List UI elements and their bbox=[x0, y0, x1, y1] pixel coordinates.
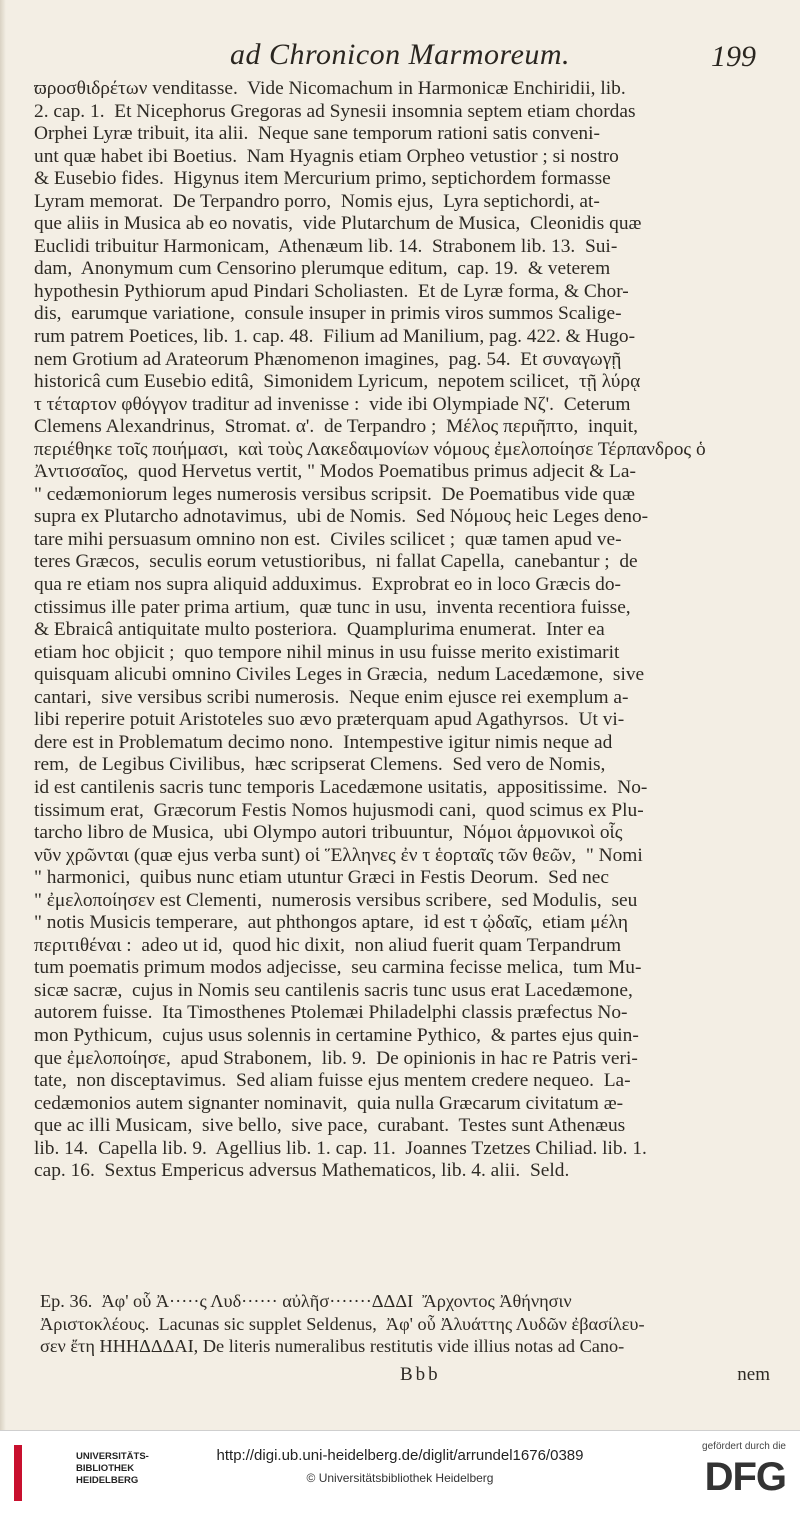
text-line: lib. 14. Capella lib. 9. Agellius lib. 1. cap. 11. Joannes Tzetzes Chiliad. lib. 1. bbox=[34, 1137, 647, 1159]
page-gutter-shadow bbox=[0, 0, 6, 1430]
copyright-notice: © Universitätsbibliothek Heidelberg bbox=[306, 1471, 494, 1485]
text-line: rum patrem Poetices, lib. 1. cap. 48. Filium ad Manilium, pag. 422. & Hugo- bbox=[34, 326, 636, 348]
library-name bbox=[76, 1451, 149, 1487]
footnote-block bbox=[40, 1290, 776, 1358]
text-line: & Ebraicâ antiquitate multo posteriora. Quamplurima enumerat. Inter ea bbox=[34, 619, 605, 641]
text-line: cantari, sive versibus scribi numerosis. Neque enim ejusce rei exemplum a- bbox=[34, 686, 629, 708]
text-line: περιτιθέναι : adeo ut id, quod hic dixit, non aliud fuerit quam Terpandrum bbox=[34, 934, 622, 956]
text-line: dere est in Problematum decimo nono. Intempestive igitur nimis neque ad bbox=[34, 731, 613, 753]
text-line: & Eusebio fides. Higynus item Mercurium primo, septichordem formasse bbox=[34, 168, 611, 190]
text-line: ϖροσθιδρέτων venditasse. Vide Nicomachum in Harmonicæ Enchiridii, lib. bbox=[34, 78, 626, 99]
text-line: supra ex Plutarcho adnotavimus, ubi de Nomis. Sed Νόμους heic Leges deno- bbox=[34, 506, 649, 528]
digitization-footer bbox=[0, 1430, 800, 1518]
text-line: περιέθηκε τοῖς ποιήμασι, καὶ τοὺς Λακεδαιμονίων νόμους ἐμελοποίησε Τέρπανδρος ὁ bbox=[34, 438, 706, 460]
text-line: tare mihi persuasum omnino non est. Civiles scilicet ; quæ tamen apud ve- bbox=[34, 528, 622, 550]
catchword: nem bbox=[737, 1364, 770, 1385]
text-line: dis, earumque variatione, consule insuper in primis viros summos Scalige- bbox=[34, 303, 622, 325]
page-url-link[interactable]: http://digi.ub.uni-heidelberg.de/diglit/arrundel1676/0389 bbox=[216, 1447, 584, 1464]
text-line: historicâ cum Eusebio editâ, Simonidem Lyricum, nepotem scilicet, τῇ λύρᾳ bbox=[34, 371, 641, 393]
text-line: cedæmonios autem signanter nominavit, quia nulla Græcarum civitatum æ- bbox=[34, 1092, 624, 1114]
footnote-line: σεν ἔτη ΗΗΗΔΔΔΑΙ, De literis numeralibus restitutis vide illius notas ad Cano- bbox=[40, 1336, 625, 1356]
library-name-line-1: UNIVERSITÄTS- bbox=[76, 1451, 149, 1462]
text-line: Clemens Alexandrinus, Stromat. α'. de Terpandro ; Μέλος περιῆπτο, inquit, bbox=[34, 416, 638, 438]
text-line: " notis Musicis temperare, aut phthongos aptare, id est τ ᾠδαῖς, etiam μέλη bbox=[34, 912, 628, 934]
text-line: Ἀντισσαῖος, quod Hervetus vertit, " Modos Poematibus primus adjecit & La- bbox=[34, 461, 636, 483]
text-line: cap. 16. Sextus Empericus adversus Mathematicos, lib. 4. alii. Seld. bbox=[34, 1160, 570, 1182]
text-line: unt quæ habet ibi Boetius. Nam Hyagnis etiam Orpheo vetustior ; si nostro bbox=[34, 145, 619, 167]
text-line: " ἐμελοποίησεν est Clementi, numerosis versibus scribere, sed Modulis, seu bbox=[34, 889, 638, 911]
text-line: mon Pythicum, cujus usus solennis in certamine Pythico, & partes ejus quin- bbox=[34, 1024, 639, 1046]
footnote-line: Ep. 36. Ἀφ' οὗ Ἀ·····ς Λυδ······ αὐλῆσ·······ΔΔΔΙ Ἄρχοντος Ἀθήνησιν bbox=[40, 1291, 572, 1311]
text-line: nem Grotium ad Arateorum Phænomenon imagines, pag. 54. Et συναγωγῇ bbox=[34, 348, 622, 370]
running-title: ad Chronicon Marmoreum. bbox=[229, 38, 571, 71]
text-line: " cedæmoniorum leges numerosis versibus scripsit. De Poematibus vide quæ bbox=[34, 483, 635, 505]
text-line: Lyram memorat. De Terpandro porro, Nomis ejus, Lyra septichordi, at- bbox=[34, 190, 600, 212]
library-name-line-3: HEIDELBERG bbox=[76, 1475, 139, 1486]
page-number: 199 bbox=[711, 40, 756, 73]
library-name-line-2: BIBLIOTHEK bbox=[76, 1463, 135, 1474]
signature-mark: Bbb bbox=[400, 1364, 441, 1385]
text-line: que aliis in Musica ab eo novatis, vide Plutarchum de Musica, Cleonidis quæ bbox=[34, 213, 642, 235]
text-line: etiam hoc objicit ; quo tempore nihil minus in usu fuisse merito existimarit bbox=[34, 641, 620, 663]
funded-by-label: gefördert durch die bbox=[702, 1441, 786, 1452]
text-line: rem, de Legibus Civilibus, hæc scripserat Clemens. Sed vero de Nomis, bbox=[34, 754, 606, 776]
text-line: tate, non disceptavimus. Sed aliam fuisse ejus mentem credere nequeo. La- bbox=[34, 1070, 631, 1092]
text-line: teres Græcos, seculis eorum vetustioribus, ni fallat Capella, canebantur ; de bbox=[34, 551, 638, 573]
text-line: ctissimus ille pater prima artium, quæ tunc in usu, inventa recentiora fuisse, bbox=[34, 596, 631, 618]
text-line: que ac illi Musicam, sive bello, sive pace, curabant. Testes sunt Athenæus bbox=[34, 1115, 626, 1137]
text-line: tarcho libro de Musica, ubi Olympo autori tribuuntur, Νόμοι ἁρμονικοὶ οἷς bbox=[34, 822, 623, 844]
text-line: que ἐμελοποίησε, apud Strabonem, lib. 9. De opinionis in hac re Patris veri- bbox=[34, 1047, 638, 1069]
text-line: tissimum erat, Græcorum Festis Nomos hujusmodi cani, quod scimus ex Plu- bbox=[34, 799, 644, 821]
dfg-logo: DFG bbox=[704, 1455, 786, 1499]
text-line: dam, Anonymum cum Censorino plerumque editum, cap. 19. & veterem bbox=[34, 258, 611, 280]
text-line: sicæ sacræ, cujus in Nomis seu cantilenis sacris tunc usus erat Lacedæmone, bbox=[34, 979, 633, 1001]
footnote-line: Ἀριστοκλέους. Lacunas sic supplet Seldenus, Ἀφ' οὗ Ἀλυάττης Λυδῶν ἐβασίλευ- bbox=[40, 1313, 645, 1334]
text-line: libi reperire potuit Aristoteles suo ævo præterquam apud Agathyrsos. Ut vi- bbox=[34, 709, 625, 731]
text-line: " harmonici, quibus nunc etiam utuntur Græci in Festis Deorum. Sed nec bbox=[34, 867, 609, 889]
text-line: quisquam alicubi omnino Civiles Leges in Græcia, nedum Lacedæmone, sive bbox=[34, 664, 645, 686]
library-logo-icon bbox=[14, 1445, 70, 1501]
text-line: autorem fuisse. Ita Timosthenes Ptolemæi Philadelphi classis præfectus No- bbox=[34, 1002, 628, 1024]
text-line: id est cantilenis sacris tunc temporis Lacedæmone usitatis, appositissime. No- bbox=[34, 776, 648, 798]
text-line: νῦν χρῶνται (quæ ejus verba sunt) οἱ Ἕλληνες ἐν τ ἑορταῖς τῶν θεῶν, " Nomi bbox=[34, 844, 643, 866]
main-text-block bbox=[34, 78, 776, 1183]
text-line: hypothesin Pythiorum apud Pindari Scholiasten. Et de Lyræ forma, & Chor- bbox=[34, 280, 629, 302]
text-line: qua re etiam nos supra aliquid adduximus. Exprobrat eo in loco Græcis do- bbox=[34, 574, 621, 596]
text-line: Orphei Lyræ tribuit, ita alii. Neque sane temporum rationi satis conveni- bbox=[34, 123, 600, 145]
text-line: τ τέταρτον φθόγγον traditur ad invenisse : vide ibi Olympiade Νζ'. Ceterum bbox=[34, 393, 631, 415]
text-line: tum poematis primum modos adjecisse, seu carmina fecisse melica, tum Mu- bbox=[34, 957, 642, 979]
text-line: Euclidi tribuitur Harmonicam, Athenæum lib. 14. Strabonem lib. 13. Sui- bbox=[34, 235, 618, 257]
text-line: 2. cap. 1. Et Nicephorus Gregoras ad Synesii insomnia septem etiam chordas bbox=[34, 100, 636, 122]
